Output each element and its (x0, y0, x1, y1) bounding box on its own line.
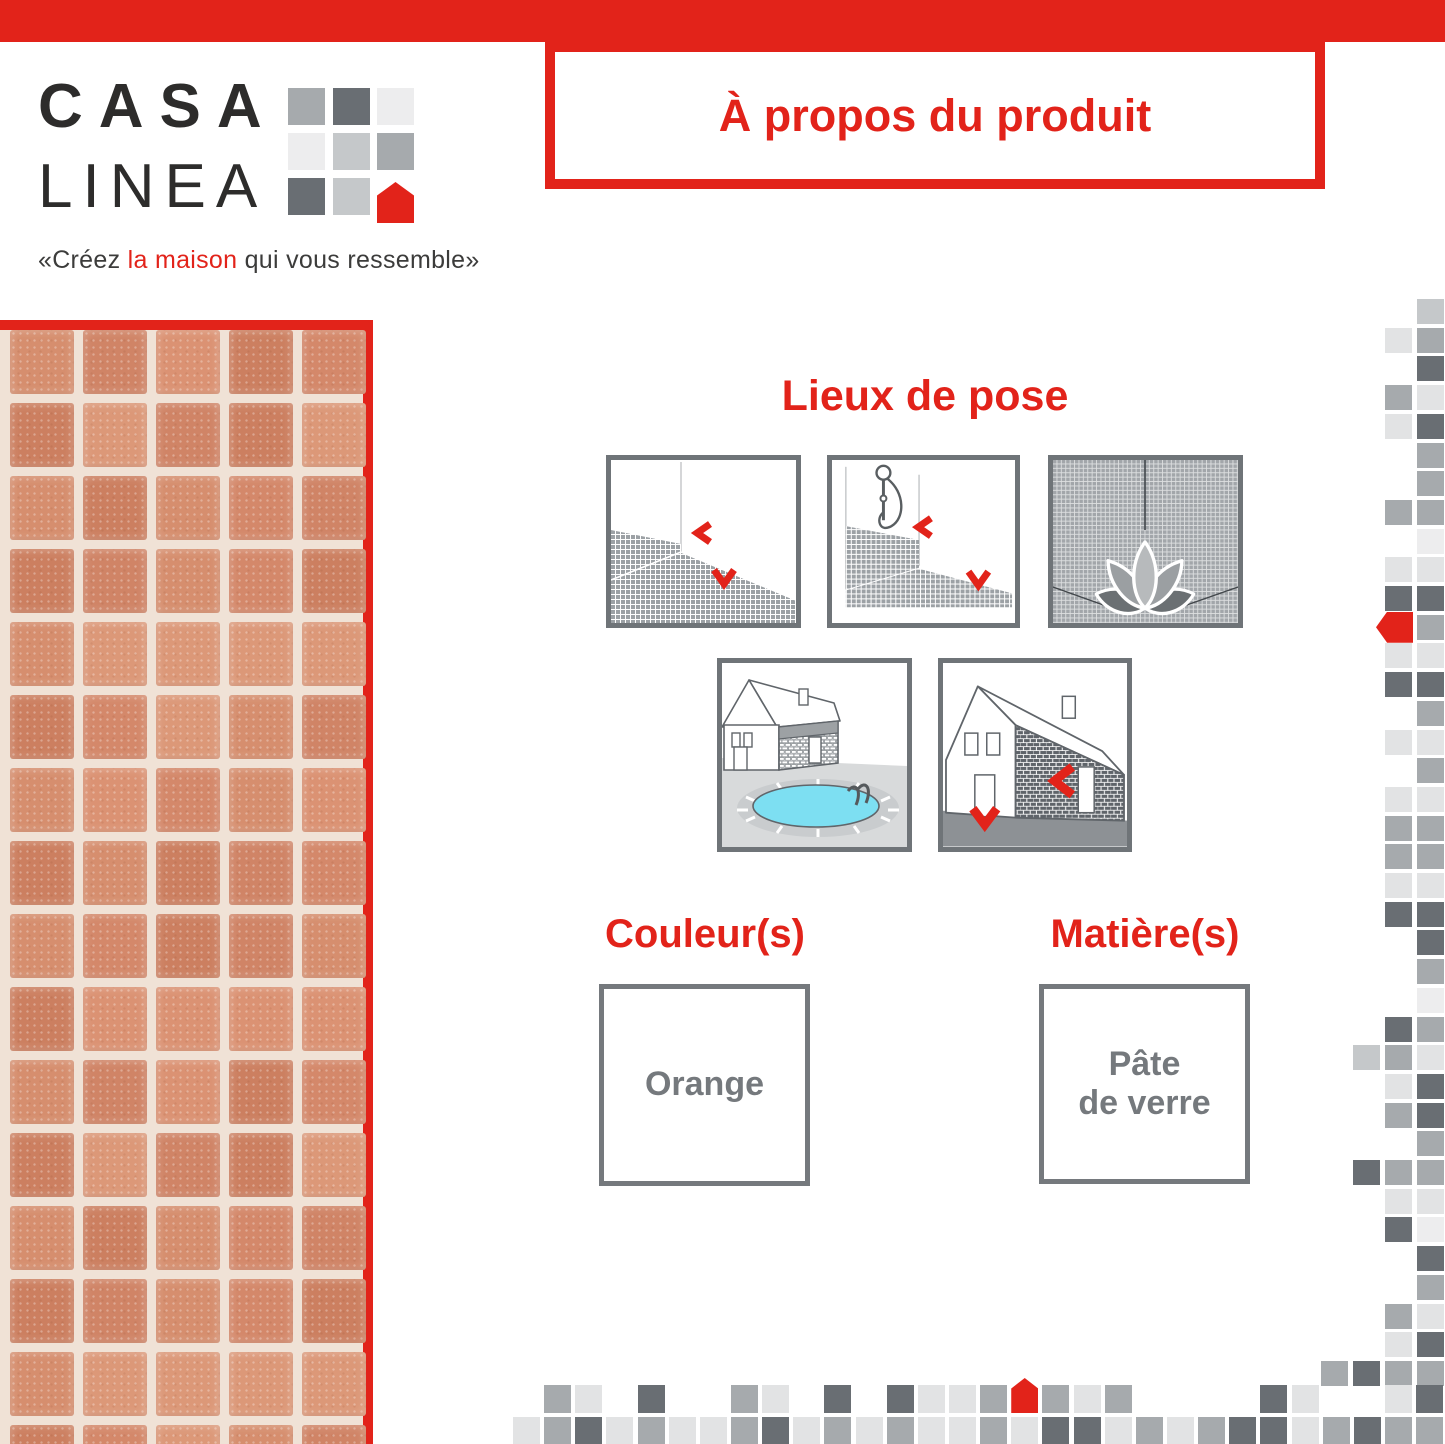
mosaic-square (1011, 1417, 1038, 1444)
mosaic-square (1417, 1045, 1444, 1070)
mosaic-square (1074, 1385, 1101, 1413)
mosaic-square (1417, 1074, 1444, 1099)
mosaic-square (1417, 1103, 1444, 1128)
mosaic-square (1417, 672, 1444, 697)
mosaic-tile (10, 1352, 74, 1416)
mosaic-tile (156, 330, 220, 394)
mosaic-tile (83, 768, 147, 832)
tagline-prefix: «Créez (38, 246, 128, 274)
mosaic-square (1105, 1417, 1132, 1444)
about-product-header-box (545, 42, 1325, 189)
mosaic-square (1385, 844, 1412, 869)
mosaic-tile (302, 330, 366, 394)
mosaic-square (1385, 672, 1412, 697)
matiere-value-line2: de verre (1078, 1084, 1211, 1122)
mosaic-tile (156, 622, 220, 686)
mosaic-square (1417, 1361, 1444, 1386)
mosaic-square (1385, 1361, 1412, 1386)
mosaic-square (824, 1385, 851, 1413)
mosaic-tile (302, 695, 366, 759)
mosaic-square (638, 1417, 665, 1444)
mosaic-tile (302, 768, 366, 832)
mosaic-tile (156, 1133, 220, 1197)
mosaic-square (1417, 1246, 1444, 1271)
mosaic-square (980, 1385, 1007, 1413)
mosaic-square (1417, 1160, 1444, 1185)
mosaic-square (575, 1385, 602, 1413)
mosaic-square (1385, 1045, 1412, 1070)
mosaic-square (949, 1385, 976, 1413)
mosaic-square (1417, 701, 1444, 726)
mosaic-tile (10, 622, 74, 686)
mosaic-tile (10, 1279, 74, 1343)
mosaic-tile (10, 1206, 74, 1270)
section-title-couleur: Couleur(s) (605, 912, 805, 956)
mosaic-square (1385, 1385, 1412, 1413)
brand-name-line2: LINEA (38, 152, 268, 221)
mosaic-square (1385, 730, 1412, 755)
mosaic-tile (10, 695, 74, 759)
mosaic-square (1417, 873, 1444, 898)
mosaic-square (1416, 1385, 1443, 1413)
mosaic-square (762, 1385, 789, 1413)
mosaic-tile (83, 1425, 147, 1444)
red-arrow-left-icon (697, 524, 710, 542)
mosaic-square (1416, 1417, 1443, 1444)
mosaic-square (1385, 643, 1412, 668)
mosaic-square (377, 88, 414, 125)
mosaic-square (1074, 1417, 1101, 1444)
couleur-value-box (599, 984, 810, 1186)
mosaic-tile (302, 1425, 366, 1444)
mosaic-square (1385, 1189, 1412, 1214)
mosaic-square (1353, 1160, 1380, 1185)
mosaic-square (1385, 328, 1412, 353)
mosaic-square (887, 1385, 914, 1413)
mosaic-tile (83, 695, 147, 759)
mosaic-square (1417, 959, 1444, 984)
mosaic-tile (229, 695, 293, 759)
mosaic-tile (83, 1352, 147, 1416)
pictogram-shower (827, 455, 1020, 628)
mosaic-square (1385, 1304, 1412, 1329)
mosaic-tile (229, 914, 293, 978)
mosaic-square (606, 1417, 633, 1444)
mosaic-square (1385, 902, 1412, 927)
mosaic-tile (229, 1133, 293, 1197)
mosaic-square (1417, 471, 1444, 496)
mosaic-square (1417, 643, 1444, 668)
mosaic-square (288, 178, 325, 215)
mosaic-tile (83, 403, 147, 467)
mosaic-tile (10, 1060, 74, 1124)
section-title-matiere: Matière(s) (1050, 912, 1240, 956)
mosaic-tile (10, 841, 74, 905)
mosaic-tile (302, 841, 366, 905)
mosaic-square (1417, 1304, 1444, 1329)
mosaic-square (1385, 787, 1412, 812)
mosaic-tile (156, 1352, 220, 1416)
product-photo-mosaic-tiles (10, 330, 366, 1444)
mosaic-square (1417, 844, 1444, 869)
mosaic-square (1417, 299, 1444, 324)
top-red-bar (0, 0, 1445, 42)
mosaic-tile (156, 403, 220, 467)
mosaic-square (824, 1417, 851, 1444)
mosaic-square (1354, 1417, 1381, 1444)
brand-tagline (38, 246, 480, 275)
mosaic-square (1417, 586, 1444, 611)
matiere-value-line1: Pâte (1108, 1044, 1181, 1083)
mosaic-square (1105, 1385, 1132, 1413)
mosaic-tile (229, 1352, 293, 1416)
mosaic-tile (156, 1425, 220, 1444)
mosaic-tile (10, 987, 74, 1051)
mosaic-tile (302, 987, 366, 1051)
mosaic-square (700, 1417, 727, 1444)
mosaic-tile (156, 476, 220, 540)
mosaic-square (544, 1385, 571, 1413)
mosaic-square (1292, 1417, 1319, 1444)
mosaic-tile (156, 549, 220, 613)
mosaic-square (918, 1385, 945, 1413)
mosaic-tile (156, 914, 220, 978)
mosaic-tile (302, 1133, 366, 1197)
mosaic-tile (229, 768, 293, 832)
mosaic-square (1323, 1417, 1350, 1444)
mosaic-tile (229, 403, 293, 467)
mosaic-square (1417, 1131, 1444, 1156)
tagline-highlight: la maison (127, 246, 238, 274)
mosaic-tile (10, 1425, 74, 1444)
mosaic-tile (10, 768, 74, 832)
mosaic-square (1417, 816, 1444, 841)
interior-wall-floor-icon (611, 460, 796, 623)
mosaic-square (333, 133, 370, 170)
mosaic-tile (156, 1279, 220, 1343)
mosaic-square (1292, 1385, 1319, 1413)
mosaic-square (1417, 730, 1444, 755)
page-title: À propos du produit (718, 89, 1152, 141)
mosaic-tile (302, 1060, 366, 1124)
mosaic-square (288, 133, 325, 170)
mosaic-square (856, 1417, 883, 1444)
mosaic-tile (156, 987, 220, 1051)
matiere-value-box (1039, 984, 1250, 1184)
mosaic-tile (302, 1206, 366, 1270)
mosaic-square (1417, 787, 1444, 812)
shower-icon (832, 460, 1015, 623)
mosaic-tile (83, 476, 147, 540)
mosaic-square (1417, 443, 1444, 468)
mosaic-tile (302, 403, 366, 467)
mosaic-square (1385, 1417, 1412, 1444)
mosaic-tile (83, 914, 147, 978)
mosaic-square (918, 1417, 945, 1444)
mosaic-tile (10, 549, 74, 613)
mosaic-tile (302, 549, 366, 613)
mosaic-tile (229, 330, 293, 394)
mosaic-tile (83, 987, 147, 1051)
mosaic-square (377, 133, 414, 170)
mosaic-square (1417, 500, 1444, 525)
mosaic-square (1385, 1332, 1412, 1357)
mosaic-tile (83, 841, 147, 905)
mosaic-square (980, 1417, 1007, 1444)
mosaic-tile (229, 1060, 293, 1124)
mosaic-square (1198, 1417, 1225, 1444)
mosaic-tile (302, 1279, 366, 1343)
mosaic-tile (229, 841, 293, 905)
mosaic-square (1417, 902, 1444, 927)
mosaic-square (669, 1417, 696, 1444)
mosaic-square (1385, 1103, 1412, 1128)
red-house-icon (377, 182, 414, 223)
mosaic-square (1417, 758, 1444, 783)
mosaic-square (1385, 1017, 1412, 1042)
mosaic-square (1385, 816, 1412, 841)
mosaic-square (1260, 1385, 1287, 1413)
mosaic-square (1417, 615, 1444, 640)
mosaic-square (1229, 1417, 1256, 1444)
red-house-icon (1011, 1378, 1038, 1413)
mosaic-tile (10, 914, 74, 978)
mosaic-square (762, 1417, 789, 1444)
mosaic-tile (229, 1425, 293, 1444)
mosaic-tile (302, 1352, 366, 1416)
mosaic-square (575, 1417, 602, 1444)
mosaic-tile (83, 1206, 147, 1270)
mosaic-square (1321, 1361, 1348, 1386)
mosaic-square (1042, 1385, 1069, 1413)
brand-name-line1: CASA (38, 72, 278, 141)
mosaic-square (949, 1417, 976, 1444)
mosaic-square (1042, 1417, 1069, 1444)
mosaic-square (1385, 500, 1412, 525)
section-title-lieux-de-pose: Lieux de pose (781, 372, 1069, 420)
mosaic-tile (156, 841, 220, 905)
house-facade-icon (943, 663, 1127, 847)
pictogram-swimming-pool (717, 658, 912, 852)
mosaic-square (513, 1417, 540, 1444)
mosaic-tile (156, 1060, 220, 1124)
mosaic-square (333, 178, 370, 215)
mosaic-square (333, 88, 370, 125)
mosaic-tile (83, 1133, 147, 1197)
mosaic-square (1385, 1074, 1412, 1099)
mosaic-square (1385, 873, 1412, 898)
mosaic-tile (10, 1133, 74, 1197)
mosaic-tile (83, 1060, 147, 1124)
mosaic-square (1385, 1217, 1412, 1242)
mosaic-square (1260, 1417, 1287, 1444)
mosaic-square (1417, 1332, 1444, 1357)
mosaic-tile (229, 549, 293, 613)
mosaic-square (1417, 988, 1444, 1013)
mosaic-tile (156, 695, 220, 759)
mosaic-tile (10, 476, 74, 540)
mosaic-square (1385, 586, 1412, 611)
mosaic-square (1417, 1017, 1444, 1042)
mosaic-square (1417, 1217, 1444, 1242)
pictogram-spa-lotus (1048, 455, 1243, 628)
mosaic-square (1417, 356, 1444, 381)
mosaic-square (1167, 1417, 1194, 1444)
mosaic-square (1136, 1417, 1163, 1444)
mosaic-square (1417, 529, 1444, 554)
mosaic-square (1417, 328, 1444, 353)
mosaic-square (731, 1417, 758, 1444)
mosaic-tile (156, 768, 220, 832)
mosaic-tile (229, 1279, 293, 1343)
mosaic-square (1417, 557, 1444, 582)
mosaic-tile (83, 1279, 147, 1343)
mosaic-square (288, 88, 325, 125)
mosaic-square (1385, 557, 1412, 582)
pictogram-interior-wall-floor (606, 455, 801, 628)
mosaic-square (1417, 1189, 1444, 1214)
tagline-suffix: qui vous ressemble» (237, 246, 480, 274)
mosaic-square (1385, 1160, 1412, 1185)
mosaic-square (1417, 414, 1444, 439)
mosaic-tile (302, 622, 366, 686)
mosaic-square (1353, 1045, 1380, 1070)
mosaic-square (1353, 1361, 1380, 1386)
mosaic-square (731, 1385, 758, 1413)
couleur-value: Orange (644, 1065, 765, 1104)
mosaic-square (793, 1417, 820, 1444)
mosaic-tile (302, 914, 366, 978)
mosaic-square (1417, 1275, 1444, 1300)
mosaic-tile (156, 1206, 220, 1270)
mosaic-square (887, 1417, 914, 1444)
mosaic-tile (83, 549, 147, 613)
mosaic-square (544, 1417, 571, 1444)
mosaic-square (1417, 385, 1444, 410)
mosaic-tile (302, 476, 366, 540)
mosaic-tile (10, 403, 74, 467)
mosaic-tile (10, 330, 74, 394)
mosaic-tile (229, 622, 293, 686)
mosaic-tile (229, 1206, 293, 1270)
red-arrow-left-icon (1376, 612, 1413, 643)
pool-icon (722, 663, 907, 847)
lotus-icon (1053, 460, 1238, 623)
mosaic-tile (83, 622, 147, 686)
mosaic-tile (229, 476, 293, 540)
mosaic-square (1385, 414, 1412, 439)
mosaic-square (638, 1385, 665, 1413)
mosaic-square (1417, 930, 1444, 955)
pictogram-exterior-facade (938, 658, 1132, 852)
red-arrow-left-icon (918, 518, 931, 536)
mosaic-square (1385, 385, 1412, 410)
mosaic-tile (83, 330, 147, 394)
mosaic-tile (229, 987, 293, 1051)
